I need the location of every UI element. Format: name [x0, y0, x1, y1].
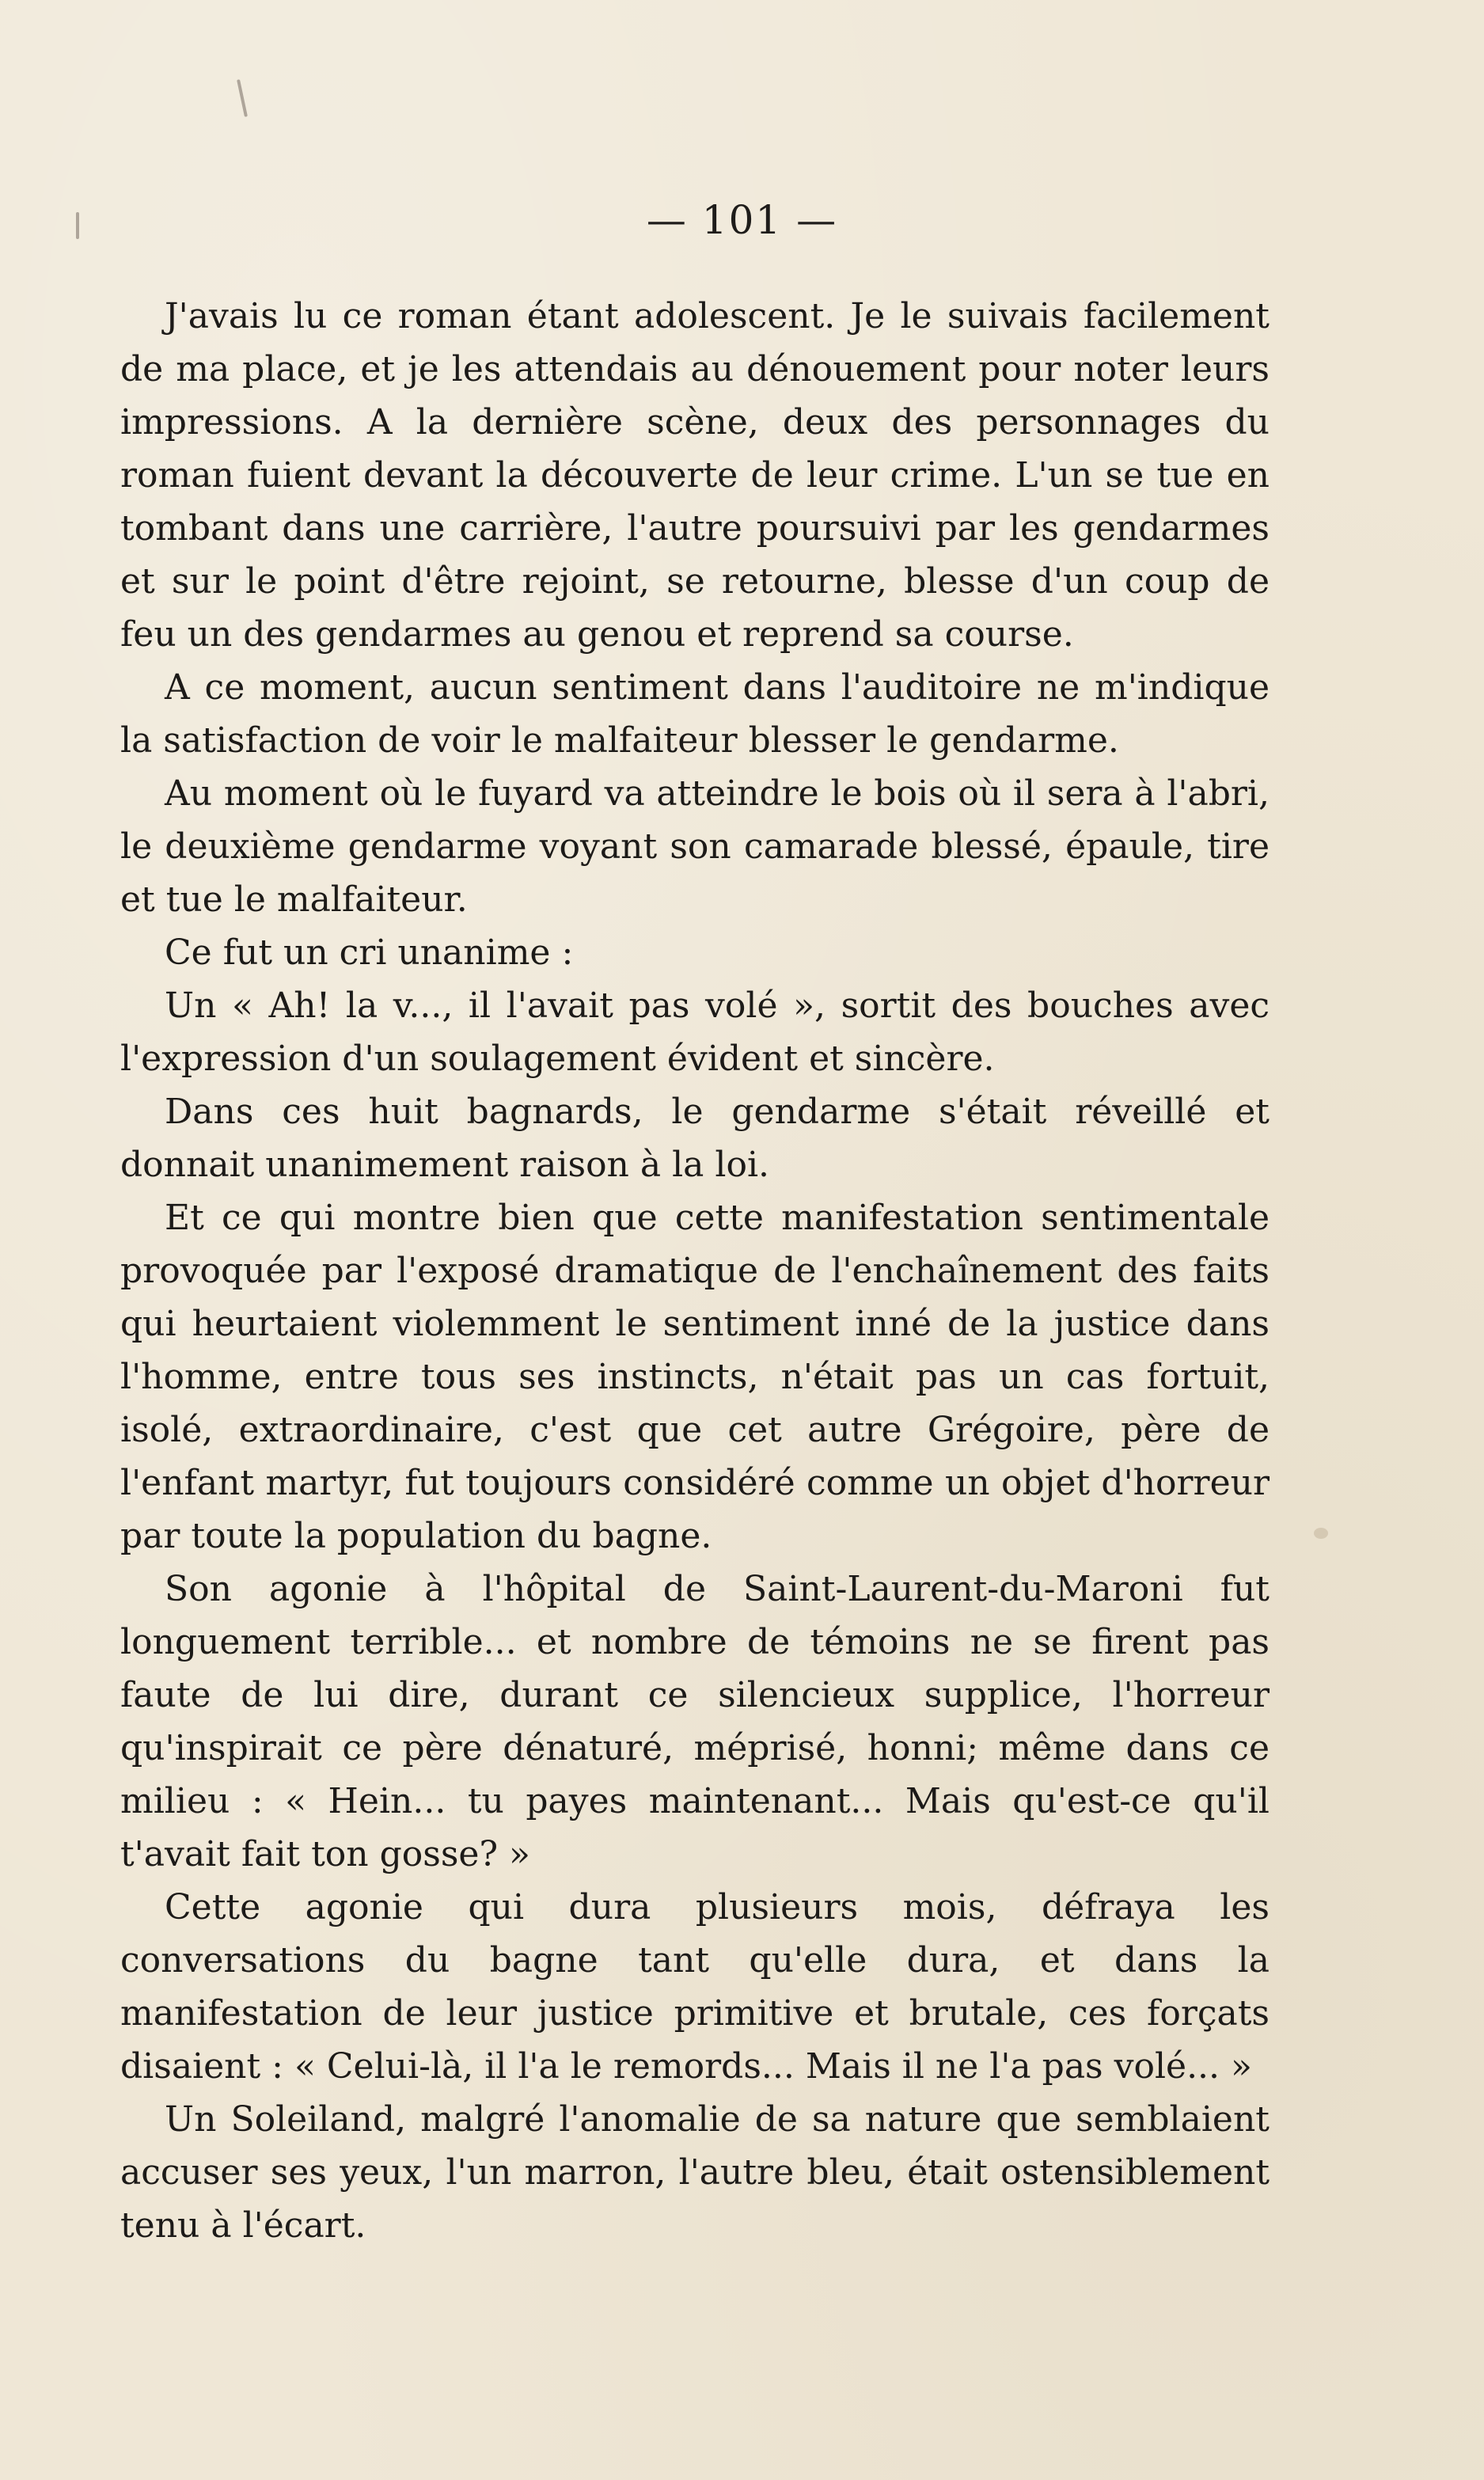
- ink-speck: [1314, 1528, 1328, 1539]
- paragraph: Cette agonie qui dura plusieurs mois, défraya les conversations du bagne tant qu'elle dura, et dans la manifestation de leur justice primitive et brutale, ces forçats disaient : « Celui-là, il l'a le remords... Mais il ne l'a pas volé... »: [120, 1887, 1270, 2087]
- paragraph: Et ce qui montre bien que cette manifestation sentimentale provoquée par l'exposé dramatique de l'enchaînement des faits qui heurtaient violemment le sentiment inné de la justice dans l'homme, entre tous ses instincts, n'était pas un cas fortuit, isolé, extraordinaire, c'est que cet autre Grégoire, père de l'enfant martyr, fut toujours considéré comme un objet d'horreur par toute la population du bagne.: [120, 1198, 1270, 1556]
- paragraph: Dans ces huit bagnards, le gendarme s'était réveillé et donnait unanimement raison à la loi.: [120, 1092, 1270, 1185]
- paragraph: Son agonie à l'hôpital de Saint-Laurent-du-Maroni fut longuement terrible... et nombre de témoins ne se firent pas faute de lui dire, durant ce silencieux supplice, l'horreur qu'inspirait ce père dénaturé, méprisé, honni; même dans ce milieu : « Hein... tu payes maintenant... Mais qu'est-ce qu'il t'avait fait ton gosse? »: [120, 1569, 1270, 1874]
- paragraph: Au moment où le fuyard va atteindre le bois où il sera à l'abri, le deuxième gendarme voyant son camarade blessé, épaule, tire et tue le malfaiteur.: [120, 773, 1270, 920]
- paragraph: A ce moment, aucun sentiment dans l'auditoire ne m'indique la satisfaction de voir le malfaiteur blesser le gendarme.: [120, 667, 1270, 761]
- page-number: — 101 —: [646, 197, 838, 243]
- paragraph: Un Soleiland, malgré l'anomalie de sa nature que semblaient accuser ses yeux, l'un marron, l'autre bleu, était ostensiblement tenu à l'écart.: [120, 2099, 1270, 2246]
- paragraph: J'avais lu ce roman étant adolescent. Je le suivais facilement de ma place, et je les attendais au dénouement pour noter leurs impressions. A la dernière scène, deux des personnages du roman fuient devant la découverte de leur crime. L'un se tue en tombant dans une carrière, l'autre poursuivi par les gendarmes et sur le point d'être rejoint, se retourne, blesse d'un coup de feu un des gendarmes au genou et reprend sa course.: [120, 296, 1270, 655]
- body-text: [120, 290, 1270, 2252]
- paragraph: Un « Ah! la v..., il l'avait pas volé », sortit des bouches avec l'expression d'un soulagement évident et sincère.: [120, 986, 1270, 1079]
- margin-mark: [237, 79, 248, 117]
- paragraph: Ce fut un cri unanime :: [165, 932, 574, 973]
